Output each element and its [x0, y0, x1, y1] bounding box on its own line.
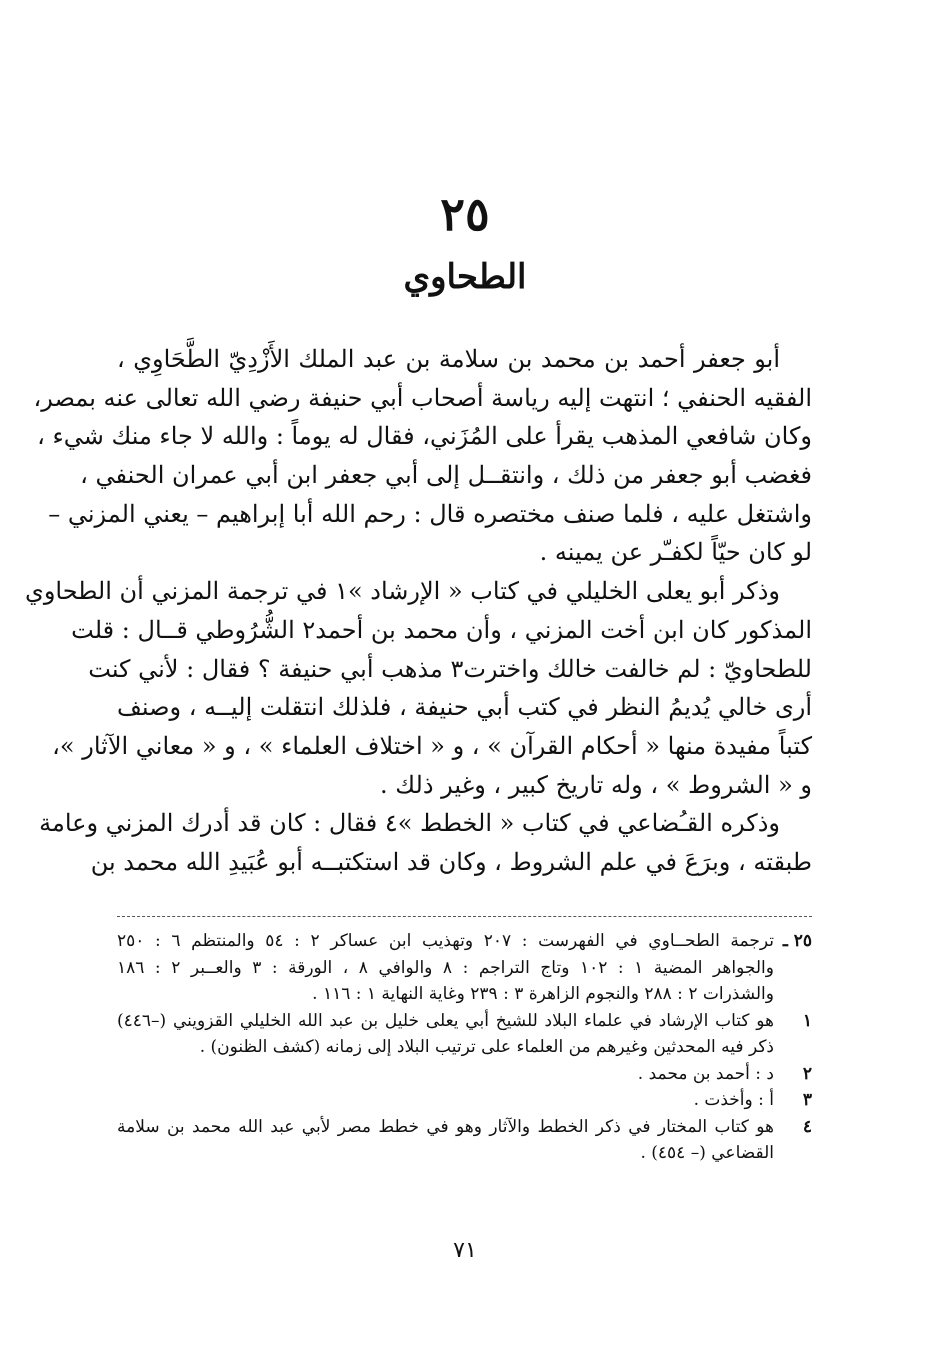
body-line: واشتغل عليه ، فلما صنف مختصره قال : رحم الله أبا إبراهيم – يعني المزني –	[48, 499, 812, 528]
body-line: المذكور كان ابن أخت المزني ، وأن محمد بن أحمد٢ الشُّرُوطي قــال : قلت	[71, 615, 812, 644]
footnote	[117, 1114, 812, 1167]
footnote	[117, 928, 812, 1008]
footnote-number: ٤	[802, 1116, 812, 1137]
footnote-line: ذكر فيه المحدثين وغيرهم من العلماء على ترتيب البلاد إلى زمانه (كشف الظنون) .	[199, 1037, 774, 1057]
footnote-number: ٢٥ ـ	[782, 931, 812, 951]
body-line: أبو جعفر أحمد بن محمد بن سلامة بن عبد الملك الأَزْدِيّ الطَّحَاوِي ،	[117, 345, 780, 373]
chapter-number: ٢٥	[440, 187, 490, 241]
footnote-number: ١	[802, 1010, 812, 1031]
footnote-number: ٢	[802, 1063, 812, 1084]
body-line: فغضب أبو جعفر من ذلك ، وانتقــل إلى أبي جعفر ابن أبي عمران الحنفي ،	[80, 461, 812, 490]
footnote-line: هو كتاب المختار في ذكر الخطط والآثار وهو في خطط مصر لأبي عبد الله محمد بن سلامة	[117, 1116, 774, 1137]
footnote-number: ٣	[802, 1090, 812, 1110]
body-line: و « الشروط » ، وله تاريخ كبير ، وغير ذلك .	[380, 770, 812, 799]
footnotes	[117, 928, 812, 1167]
body-line: الفقيه الحنفي ؛ انتهت إليه رياسة أصحاب أبي حنيفة رضي الله تعالى عنه بمصر،	[33, 383, 812, 412]
footnote-line: أ : وأخذت .	[693, 1090, 774, 1110]
footnote	[117, 1008, 812, 1061]
body-line: وكان شافعي المذهب يقرأ على المُزَني، فقال له يوماً : والله لا جاء منك شيء ،	[37, 422, 812, 451]
footnote-divider	[117, 916, 812, 917]
body-line: أرى خالي يُديمُ النظر في كتب أبي حنيفة ، فلذلك انتقلت إليــه ، وصنف	[117, 693, 812, 722]
footnote-line: هو كتاب الإرشاد في علماء البلاد للشيخ أبي يعلى خليل بن عبد الله الخليلي القزويني (–٤٤٦)	[117, 1010, 774, 1031]
body-line: لو كان حيّاً لكفـّر عن يمينه .	[539, 538, 812, 567]
footnote-line: والجواهر المضية ١ : ١٠٢ وتاج التراجم : ٨ والوافي ٨ ، الورقة : ٣ والعــبر ٢ : ١٨٦	[117, 957, 774, 978]
body-line: وذكر أبو يعلى الخليلي في كتاب « الإرشاد »١ في ترجمة المزني أن الطحاوي	[25, 577, 780, 606]
footnote	[117, 1087, 812, 1114]
body-line: كتباً مفيدة منها « أحكام القرآن » ، و « اختلاف العلماء » ، و « معاني الآثار »،	[52, 731, 812, 760]
page-number: ٧١	[453, 1238, 477, 1263]
footnote-line: القضاعي (– ٤٥٤) .	[640, 1143, 774, 1163]
footnote	[117, 1061, 812, 1088]
body-line: وذكره القـُضاعي في كتاب « الخطط »٤ فقال : كان قد أدرك المزني وعامة	[39, 809, 780, 838]
footnote-line: د : أحمد بن محمد .	[637, 1063, 774, 1084]
body-line: طبقته ، وبرَعَ في علم الشروط ، وكان قد استكتبــه أبو عُبَيدِ الله محمد بن	[90, 847, 812, 876]
body-text	[25, 340, 812, 882]
footnote-line: ترجمة الطحــاوي في الفهرست : ٢٠٧ وتهذيب ابن عساكر ٢ : ٥٤ والمنتظم ٦ : ٢٥٠	[117, 931, 774, 951]
body-line: للطحاويّ : لم خالفت خالك واخترت٣ مذهب أبي حنيفة ؟ فقال : لأني كنت	[88, 654, 812, 683]
chapter-title: الطحاوي	[403, 257, 527, 297]
footnote-line: والشذرات ٢ : ٢٨٨ والنجوم الزاهرة ٣ : ٢٣٩ وغاية النهاية ١ : ١١٦ .	[312, 984, 774, 1004]
